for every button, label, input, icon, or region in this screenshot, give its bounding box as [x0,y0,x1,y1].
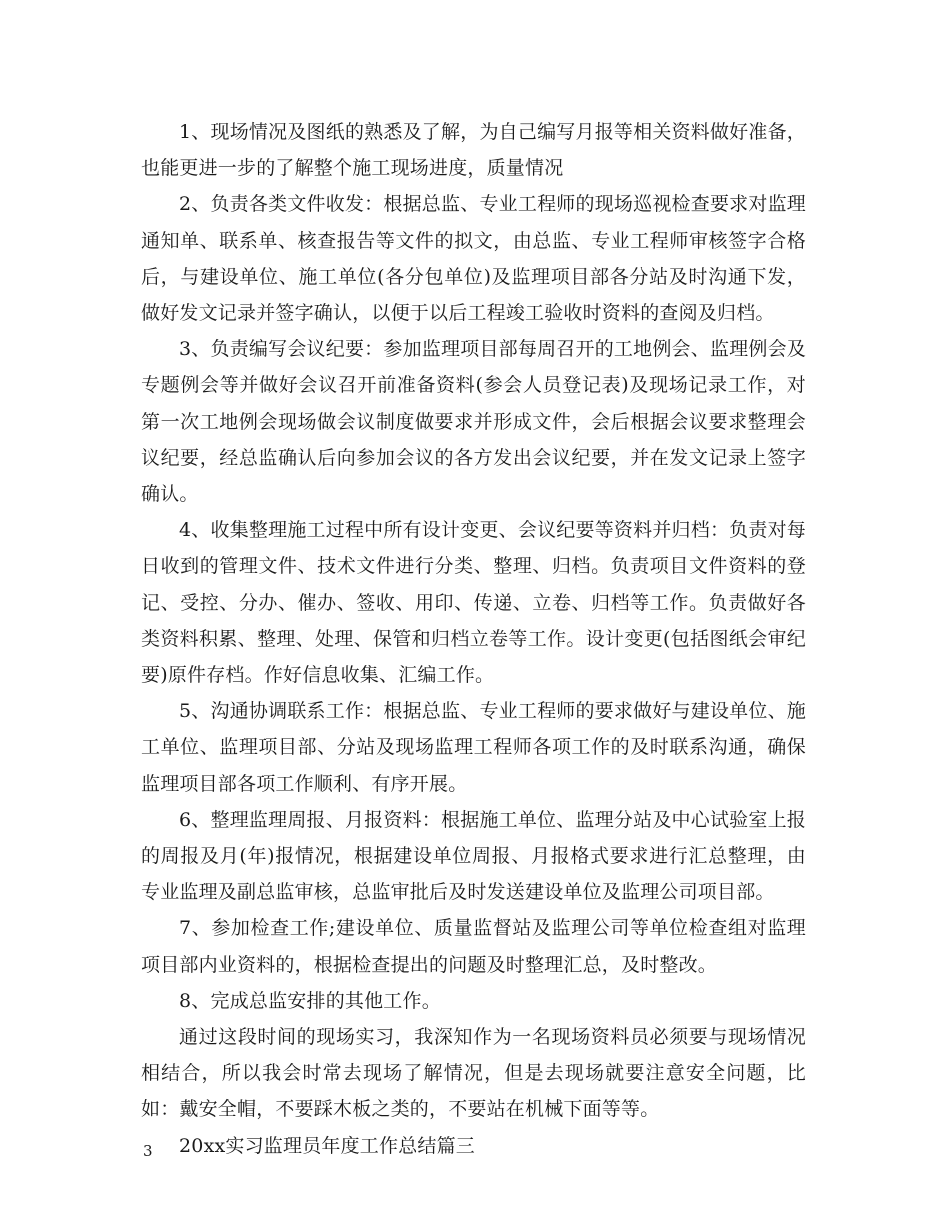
paragraph-duty-1: 1、现场情况及图纸的熟悉及了解，为自己编写月报等相关资料做好准备，也能更进一步的了解整个施工现场进度，质量情况 [141,121,806,180]
paragraph-duty-3: 3、负责编写会议纪要：参加监理项目部每周召开的工地例会、监理例会及专题例会等并做好会议召开前准备资料(参会人员登记表)及现场记录工作，对第一次工地例会现场做会议制度做要求并形成文件，会后根据会议要求整理会议纪要，经总监确认后向参加会议的各方发出会议纪要，并在发文记录上签字确认。 [141,338,806,506]
paragraph-duty-4: 4、收集整理施工过程中所有设计变更、会议纪要等资料并归档：负责对每日收到的管理文件、技术文件进行分类、整理、归档。负责项目文件资料的登记、受控、分办、催办、签收、用印、传递、立卷、归档等工作。负责做好各类资料积累、整理、处理、保管和归档立卷等工作。设计变更(包括图纸会审纪要)原件存档。作好信息收集、汇编工作。 [141,519,806,687]
paragraph-duty-6: 6、整理监理周报、月报资料：根据施工单位、监理分站及中心试验室上报的周报及月(年)报情况，根据建设单位周报、月报格式要求进行汇总整理，由专业监理及副总监审核，总监审批后及时发送建设单位及监理公司项目部。 [141,808,806,904]
paragraph-reflection: 通过这段时间的现场实习，我深知作为一名现场资料员必须要与现场情况相结合，所以我会时常去现场了解情况，但是去现场就要注意安全问题，比如：戴安全帽，不要踩木板之类的，不要站在机械下面等等。 [141,1026,806,1121]
paragraph-duty-5: 5、沟通协调联系工作：根据总监、专业工程师的要求做好与建设单位、施工单位、监理项目部、分站及现场监理工程师各项工作的及时联系沟通，确保监理项目部各项工作顺利、有序开展。 [141,700,806,795]
document-body [141,114,806,1164]
paragraph-duty-7: 7、参加检查工作;建设单位、质量监督站及监理公司等单位检查组对监理项目部内业资料的，根据检查提出的问题及时整理汇总，及时整改。 [141,917,806,976]
section-heading: 20xx实习监理员年度工作总结篇三 [179,1134,476,1157]
page-number: 3 [143,1142,153,1160]
paragraph-duty-2: 2、负责各类文件收发：根据总监、专业工程师的现场巡视检查要求对监理通知单、联系单、核查报告等文件的拟文，由总监、专业工程师审核签字合格后，与建设单位、施工单位(各分包单位)及监理项目部各分站及时沟通下发，做好发文记录并签字确认，以便于以后工程竣工验收时资料的查阅及归档。 [141,193,806,325]
paragraph-duty-8: 8、完成总监安排的其他工作。 [179,989,441,1012]
